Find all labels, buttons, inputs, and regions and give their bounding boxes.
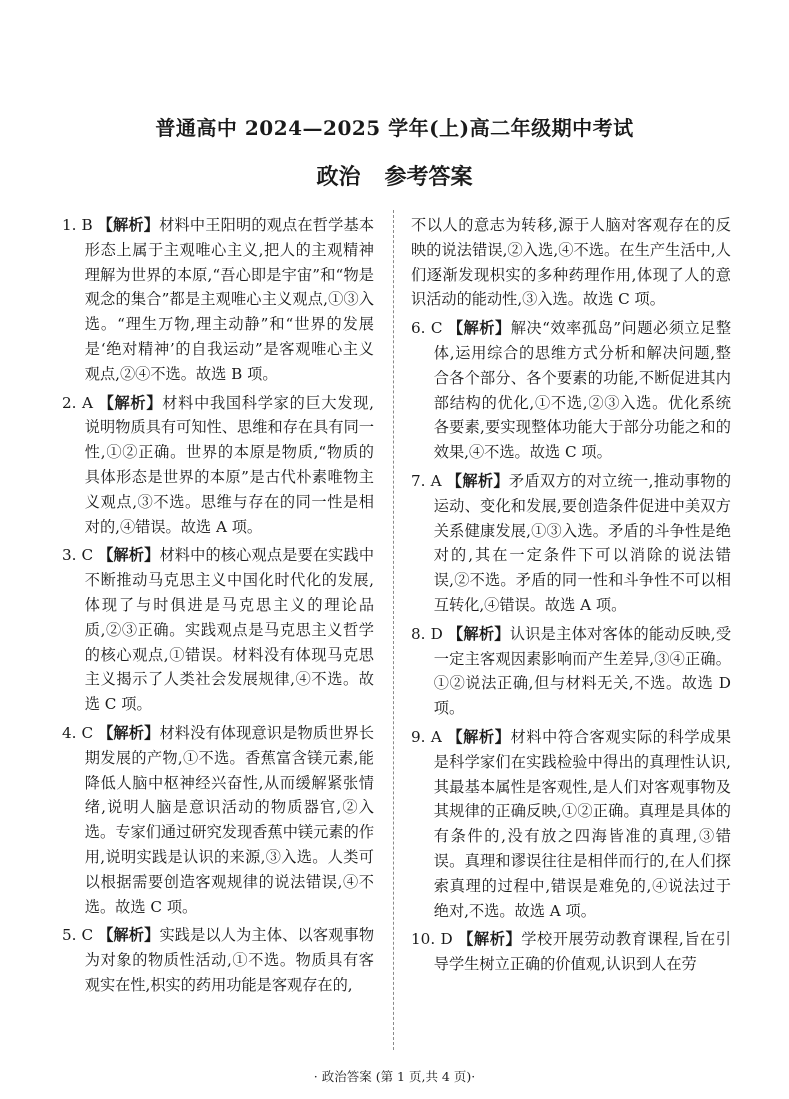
- answer-explanation: 材料中符合客观实际的科学成果是科学家们在实践检验中得出的真理性认识,其最基本属性是客观性,是人们对客观事物及其规律的正确反映,①②正确。真理是具体的有条件的,没有放之四海皆准的真理,③错误。真理和谬误往往是相伴而行的,在人们探索真理的过程中,错误是难免的,④说法过于绝对,不选。故选 A 项。: [433, 727, 732, 920]
- analysis-tag: 【 解析 】: [458, 930, 521, 948]
- answer-explanation: 认识是主体对客体的能动反映,受一定主客观因素影响而产生差异,③④正确。①②说法正确,但与材料无关,不选。故选 D 项。: [433, 624, 732, 718]
- answer-number: 4. C: [62, 723, 94, 742]
- analysis-tag: 【 解析 】: [447, 472, 509, 490]
- analysis-tag: 【 解析 】: [98, 926, 159, 944]
- analysis-tag: 【 解析 】: [99, 394, 163, 412]
- analysis-tag: 【 解析 】: [447, 728, 510, 746]
- analysis-tag: 【 解析 】: [98, 546, 159, 564]
- right-column: [411, 213, 731, 981]
- answer-item: [62, 391, 374, 540]
- answer-number: 5. C: [62, 926, 94, 945]
- page-subtitle: [0, 160, 789, 191]
- analysis-tag: 【 解析 】: [98, 724, 159, 742]
- doc-type-label: 参考答案: [384, 164, 473, 190]
- left-column: [62, 213, 374, 1002]
- answer-number: 3. C: [62, 546, 94, 565]
- answer-number: 2. A: [62, 393, 94, 412]
- answer-explanation: 矛盾双方的对立统一,推动事物的运动、变化和发展,要创造条件促进中美双方关系健康发展,①③入选。矛盾的斗争性是绝对的,其在一定条件下可以消除的说法错误,②不选。矛盾的同一性和斗争性不可以相互转化,④错误。故选 A 项。: [433, 471, 732, 614]
- answer-number: 7. A: [411, 471, 442, 490]
- answer-explanation: 材料没有体现意识是物质世界长期发展的产物,①不选。香蕉富含镁元素,能降低人脑中枢神经兴奋性,从而缓解紧张情绪,说明人脑是意识活动的物质器官,②入选。专家们通过研究发现香蕉中镁元素的作用,说明实践是认识的来源,③入选。人类可以根据需要创造客观规律的说法错误,④不选。故选 C 项。: [84, 723, 375, 916]
- answer-explanation: 材料中王阳明的观点在哲学基本形态上属于主观唯心主义,把人的主观精神理解为世界的本原,“吾心即是宇宙”和“物是观念的集合”都是主观唯心主义观点,①③入选。“理生万物,理主动静”和“世界的发展是‘绝对精神’的自我运动”是客观唯心主义观点,②④不选。故选 B 项。: [84, 216, 375, 383]
- page-title: 普通高中 2024—2025 学年(上)高二年级期中考试: [155, 116, 634, 140]
- answer-item: [62, 923, 374, 997]
- answer-number: 1. B: [62, 216, 93, 234]
- answer-item: [411, 725, 731, 923]
- answer-number: 8. D: [411, 624, 443, 643]
- subject-label: 政治: [316, 164, 361, 190]
- analysis-tag: 【 解析 】: [448, 625, 510, 643]
- column-divider: [393, 210, 394, 1050]
- answer-explanation: 材料中我国科学家的巨大发现,说明物质具有可知性、思维和存在具有同一性,①②正确。世界的本原是物质,“物质的具体形态是世界的本原”是古代朴素唯物主义观点,③不选。思维与存在的同一性是相对的,④错误。故选 A 项。: [84, 393, 375, 536]
- answer-number: 9. A: [411, 727, 442, 746]
- answer-number: 10. D: [411, 930, 453, 949]
- answer-number: 6. C: [411, 319, 443, 338]
- answer-item: [411, 927, 731, 977]
- answer-explanation: 材料中的核心观点是要在实践中不断推动马克思主义中国化时代化的发展,体现了与时俱进是马克思主义的理论品质,②③正确。实践观点是马克思主义哲学的核心观点,①错误。材料没有体现马克思主义揭示了人类社会发展规律,④不选。故选 C 项。: [84, 546, 375, 714]
- continuation-text: 不以人的意志为转移,源于人脑对客观存在的反映的说法错误,②入选,④不选。在生产生活中,人们逐渐发现枳实的多种药理作用,体现了人的意识活动的能动性,③入选。故选 C 项。: [411, 216, 731, 309]
- answer-item: [411, 469, 731, 618]
- analysis-tag: 【 解析 】: [98, 216, 159, 234]
- page-footer: · 政治答案 (第 1 页,共 4 页)·: [313, 1069, 476, 1084]
- answer-item: [411, 316, 731, 465]
- answer-item: [62, 721, 374, 919]
- answer-explanation: 学校开展劳动教育课程,旨在引导学生树立正确的价值观,认识到人在劳: [433, 930, 731, 974]
- answer-explanation: 实践是以人为主体、以客观事物为对象的物质性活动,①不选。物质具有客观实在性,枳实的药用功能是客观存在的,: [84, 926, 375, 994]
- answer-item: [62, 543, 374, 717]
- answer-explanation: 解决“效率孤岛”问题必须立足整体,运用综合的思维方式分析和解决问题,整合各个部分、各个要素的功能,不断促进其内部结构的优化,①不选,②③入选。优化系统各要素,要实现整体功能大于部分功能之和的效果,④不选。故选 C 项。: [433, 319, 732, 462]
- answer-item: [62, 213, 374, 387]
- analysis-tag: 【 解析 】: [448, 319, 511, 337]
- answer-item: [411, 622, 731, 721]
